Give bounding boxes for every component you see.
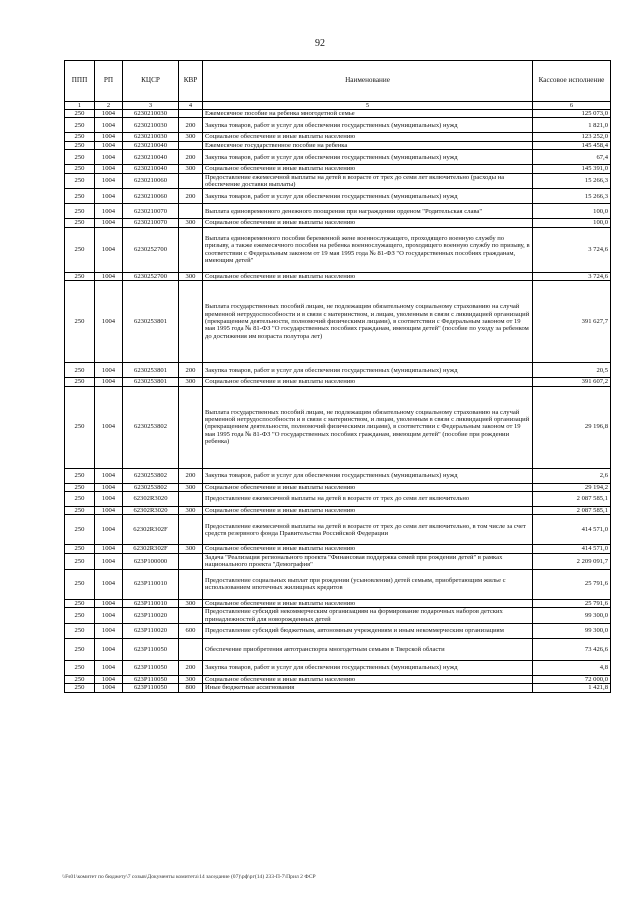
cell-amount: 29 194,2 (533, 483, 611, 491)
cell-kcsr: 62302R3020 (123, 507, 179, 515)
cell-kvr: 300 (179, 133, 203, 141)
cell-amount: 3 724,6 (533, 227, 611, 272)
cell-ppp: 250 (65, 483, 95, 491)
cell-amount: 20,5 (533, 363, 611, 378)
cell-kvr: 200 (179, 468, 203, 483)
cell-amount: 391 627,7 (533, 281, 611, 363)
cell-rp: 1004 (95, 483, 123, 491)
table-row (65, 133, 611, 141)
cell-kcsr: 6230253801 (123, 363, 179, 378)
table-row (65, 569, 611, 599)
cell-name: Социальное обеспечение и иные выплаты населению (203, 483, 533, 491)
table-row (65, 118, 611, 133)
cell-amount: 15 266,3 (533, 173, 611, 189)
cell-kvr (179, 141, 203, 149)
table-row (65, 141, 611, 149)
cell-rp: 1004 (95, 204, 123, 219)
cell-ppp: 250 (65, 515, 95, 545)
budget-execution-table (64, 60, 611, 693)
cell-name: Закупка товаров, работ и услуг для обеспечения государственных (муниципальных) нужд (203, 363, 533, 378)
cell-amount: 3 724,6 (533, 272, 611, 280)
cell-rp: 1004 (95, 189, 123, 204)
cell-kvr: 300 (179, 599, 203, 607)
cell-kvr: 300 (179, 545, 203, 553)
cell-rp: 1004 (95, 468, 123, 483)
cell-ppp: 250 (65, 110, 95, 118)
cell-ppp: 250 (65, 272, 95, 280)
cell-kcsr: 623P110010 (123, 599, 179, 607)
cell-kvr: 300 (179, 507, 203, 515)
cell-amount: 1 421,8 (533, 684, 611, 692)
cell-kcsr: 6230210060 (123, 173, 179, 189)
table-row (65, 189, 611, 204)
cell-ppp: 250 (65, 608, 95, 624)
cell-ppp: 250 (65, 173, 95, 189)
cell-kvr (179, 173, 203, 189)
header-ppp: ППП (65, 61, 95, 102)
cell-ppp: 250 (65, 219, 95, 227)
cell-kcsr: 623P110020 (123, 623, 179, 638)
cell-name: Социальное обеспечение и иные выплаты населению (203, 133, 533, 141)
table-row (65, 227, 611, 272)
cell-kcsr: 6230210040 (123, 165, 179, 173)
table-row (65, 165, 611, 173)
cell-ppp: 250 (65, 363, 95, 378)
header-kvr: КВР (179, 61, 203, 102)
cell-kvr (179, 608, 203, 624)
cell-name: Выплата государственных пособий лицам, не подлежащим обязательному социальному страхованию на случай временной нетрудоспособности и в связи с материнством, и лицам, уволенным в связи с ликвидацией организаций (прекращением деятельности, полномочий физическими лицами), в соответствии с Федеральным законом от 19 мая 1995 года № 81-ФЗ "О государственных пособиях гражданам, имеющим детей" (пособие при рождении ребенка) (203, 386, 533, 468)
cell-name: Социальное обеспечение и иные выплаты населению (203, 675, 533, 683)
cell-amount: 145 458,4 (533, 141, 611, 149)
cell-kvr: 200 (179, 363, 203, 378)
cell-ppp: 250 (65, 133, 95, 141)
table-row (65, 515, 611, 545)
cell-amount: 99 300,0 (533, 608, 611, 624)
table-body (65, 110, 611, 693)
cell-amount: 4,8 (533, 660, 611, 675)
cell-amount: 2 209 091,7 (533, 553, 611, 569)
cell-rp: 1004 (95, 515, 123, 545)
table-header-row (65, 61, 611, 102)
cell-amount: 15 266,3 (533, 189, 611, 204)
cell-name: Предоставление социальных выплат при рождении (усыновлении) детей семьям, приобретающим жилье с использованием ипотечных жилищных кредитов (203, 569, 533, 599)
cell-rp: 1004 (95, 492, 123, 507)
cell-kvr: 300 (179, 219, 203, 227)
cell-kvr: 200 (179, 660, 203, 675)
cell-kcsr: 6230210070 (123, 219, 179, 227)
column-number-row (65, 102, 611, 110)
cell-ppp: 250 (65, 684, 95, 692)
cell-rp: 1004 (95, 378, 123, 386)
table-row (65, 150, 611, 165)
cell-kcsr: 6230210060 (123, 189, 179, 204)
cell-kcsr: 6230253801 (123, 378, 179, 386)
cell-kvr: 200 (179, 189, 203, 204)
cell-kvr: 200 (179, 118, 203, 133)
cell-rp: 1004 (95, 227, 123, 272)
cell-rp: 1004 (95, 219, 123, 227)
cell-name: Предоставление ежемесячной выплаты на детей в возрасте от трех до семи лет включительно, в том числе за счет средств резервного фонда Правительства Российской Федерации (203, 515, 533, 545)
cell-kvr (179, 110, 203, 118)
header-kcsr: КЦСР (123, 61, 179, 102)
table-row (65, 363, 611, 378)
cell-ppp: 250 (65, 660, 95, 675)
table-row (65, 483, 611, 491)
cell-name: Социальное обеспечение и иные выплаты населению (203, 545, 533, 553)
cell-name: Закупка товаров, работ и услуг для обеспечения государственных (муниципальных) нужд (203, 189, 533, 204)
cell-amount: 72 000,0 (533, 675, 611, 683)
cell-kcsr: 6230210030 (123, 110, 179, 118)
cell-rp: 1004 (95, 507, 123, 515)
cell-kcsr: 6230253802 (123, 483, 179, 491)
cell-kvr: 300 (179, 483, 203, 491)
cell-rp: 1004 (95, 623, 123, 638)
cell-kvr: 300 (179, 165, 203, 173)
cell-name: Ежемесячное пособие на ребенка многодетной семье (203, 110, 533, 118)
cell-rp: 1004 (95, 675, 123, 683)
cell-ppp: 250 (65, 165, 95, 173)
cell-rp: 1004 (95, 150, 123, 165)
cell-name: Закупка товаров, работ и услуг для обеспечения государственных (муниципальных) нужд (203, 468, 533, 483)
cell-kvr (179, 553, 203, 569)
cell-name: Задача "Реализация регионального проекта "Финансовая поддержка семей при рождении детей" в рамках национального проекта "Демография" (203, 553, 533, 569)
cell-ppp: 250 (65, 623, 95, 638)
cell-amount: 125 073,0 (533, 110, 611, 118)
cell-kvr (179, 204, 203, 219)
column-number: 3 (123, 102, 179, 110)
cell-ppp: 250 (65, 553, 95, 569)
cell-rp: 1004 (95, 684, 123, 692)
cell-kvr: 300 (179, 675, 203, 683)
cell-amount: 25 791,6 (533, 569, 611, 599)
cell-amount: 2 087 585,1 (533, 492, 611, 507)
cell-kcsr: 6230252700 (123, 227, 179, 272)
table-row (65, 623, 611, 638)
cell-amount: 100,0 (533, 204, 611, 219)
cell-rp: 1004 (95, 165, 123, 173)
table-row (65, 492, 611, 507)
cell-kvr (179, 492, 203, 507)
cell-name: Предоставление субсидий бюджетным, автономным учреждениям и иным некоммерческим организациям (203, 623, 533, 638)
cell-name: Закупка товаров, работ и услуг для обеспечения государственных (муниципальных) нужд (203, 660, 533, 675)
cell-ppp: 250 (65, 492, 95, 507)
footer-file-path: \\Fs01\комитет по бюджету\7 созыв\Документы комитета\14 заседание (07)\рф\рг(14) 233-П-7\Прил 2 ФСР (62, 874, 316, 880)
table-row (65, 110, 611, 118)
cell-kcsr: 6230210040 (123, 150, 179, 165)
cell-ppp: 250 (65, 227, 95, 272)
cell-name: Иные бюджетные ассигнования (203, 684, 533, 692)
table-row (65, 468, 611, 483)
table-row (65, 272, 611, 280)
table-row (65, 281, 611, 363)
table-row (65, 684, 611, 692)
cell-name: Социальное обеспечение и иные выплаты населению (203, 507, 533, 515)
cell-amount: 414 571,0 (533, 545, 611, 553)
cell-ppp: 250 (65, 189, 95, 204)
cell-kcsr: 623P110050 (123, 675, 179, 683)
cell-kcsr: 6230252700 (123, 272, 179, 280)
table-row (65, 378, 611, 386)
cell-rp: 1004 (95, 118, 123, 133)
header-name: Наименование (203, 61, 533, 102)
cell-kvr (179, 227, 203, 272)
cell-name: Выплата единовременного пособия беременной жене военнослужащего, проходящего военную службу по призыву, а также ежемесячного пособия на ребенка военнослужащего, проходящего военную службу по призыву, в соответствии с Федеральным законом от 19 мая 1995 года № 81-ФЗ "О государственных пособиях гражданам, имеющим детей" (203, 227, 533, 272)
cell-kcsr: 6230210030 (123, 118, 179, 133)
cell-kcsr: 62302R302F (123, 515, 179, 545)
cell-name: Социальное обеспечение и иные выплаты населению (203, 599, 533, 607)
cell-name: Обеспечение приобретения автотранспорта многодетным семьям в Тверской области (203, 638, 533, 660)
cell-rp: 1004 (95, 608, 123, 624)
cell-amount: 100,0 (533, 219, 611, 227)
cell-kcsr: 62302R3020 (123, 492, 179, 507)
cell-kvr: 800 (179, 684, 203, 692)
cell-ppp: 250 (65, 378, 95, 386)
cell-kcsr: 623P110050 (123, 638, 179, 660)
cell-ppp: 250 (65, 675, 95, 683)
table-row (65, 507, 611, 515)
column-number: 4 (179, 102, 203, 110)
cell-kcsr: 623P110010 (123, 569, 179, 599)
cell-rp: 1004 (95, 141, 123, 149)
table-row (65, 675, 611, 683)
cell-rp: 1004 (95, 272, 123, 280)
cell-ppp: 250 (65, 599, 95, 607)
cell-amount: 145 391,0 (533, 165, 611, 173)
cell-kvr: 300 (179, 378, 203, 386)
cell-rp: 1004 (95, 363, 123, 378)
cell-ppp: 250 (65, 281, 95, 363)
cell-name: Предоставление субсидий некоммерческим организациям на формирование подарочных наборов детских принадлежностей для новорожденных детей (203, 608, 533, 624)
cell-kvr: 200 (179, 150, 203, 165)
cell-kvr (179, 515, 203, 545)
cell-amount: 123 252,0 (533, 133, 611, 141)
column-number: 5 (203, 102, 533, 110)
column-number: 2 (95, 102, 123, 110)
cell-amount: 73 426,6 (533, 638, 611, 660)
cell-rp: 1004 (95, 569, 123, 599)
cell-rp: 1004 (95, 110, 123, 118)
cell-kcsr: 6230210030 (123, 133, 179, 141)
cell-kcsr: 623P110050 (123, 684, 179, 692)
cell-rp: 1004 (95, 599, 123, 607)
cell-kcsr: 6230210040 (123, 141, 179, 149)
cell-rp: 1004 (95, 173, 123, 189)
cell-kvr: 300 (179, 272, 203, 280)
table-row (65, 219, 611, 227)
cell-ppp: 250 (65, 141, 95, 149)
cell-kcsr: 6230253801 (123, 281, 179, 363)
table-row (65, 204, 611, 219)
cell-name: Социальное обеспечение и иные выплаты населению (203, 272, 533, 280)
cell-kcsr: 6230253802 (123, 386, 179, 468)
cell-name: Закупка товаров, работ и услуг для обеспечения государственных (муниципальных) нужд (203, 150, 533, 165)
cell-ppp: 250 (65, 204, 95, 219)
cell-rp: 1004 (95, 133, 123, 141)
table-row (65, 608, 611, 624)
cell-kvr (179, 386, 203, 468)
cell-amount: 2 087 585,1 (533, 507, 611, 515)
cell-kcsr: 623P110050 (123, 660, 179, 675)
cell-name: Социальное обеспечение и иные выплаты населению (203, 378, 533, 386)
cell-kcsr: 623P110020 (123, 608, 179, 624)
header-amount: Кассовое исполнение (533, 61, 611, 102)
cell-ppp: 250 (65, 150, 95, 165)
cell-amount: 414 571,0 (533, 515, 611, 545)
cell-rp: 1004 (95, 660, 123, 675)
cell-amount: 391 607,2 (533, 378, 611, 386)
table-row (65, 638, 611, 660)
cell-amount: 29 196,8 (533, 386, 611, 468)
cell-name: Выплата единовременного денежного поощрения при награждении орденом "Родительская слава" (203, 204, 533, 219)
header-rp: РП (95, 61, 123, 102)
table-row (65, 660, 611, 675)
cell-name: Ежемесячное государственное пособие на ребенка (203, 141, 533, 149)
column-number: 1 (65, 102, 95, 110)
table-row (65, 545, 611, 553)
cell-rp: 1004 (95, 553, 123, 569)
cell-kvr: 600 (179, 623, 203, 638)
cell-rp: 1004 (95, 545, 123, 553)
cell-amount: 67,4 (533, 150, 611, 165)
cell-name: Закупка товаров, работ и услуг для обеспечения государственных (муниципальных) нужд (203, 118, 533, 133)
cell-rp: 1004 (95, 281, 123, 363)
cell-kvr (179, 638, 203, 660)
cell-kcsr: 62302R302F (123, 545, 179, 553)
table-row (65, 173, 611, 189)
cell-ppp: 250 (65, 118, 95, 133)
cell-kcsr: 6230253802 (123, 468, 179, 483)
cell-amount: 25 791,6 (533, 599, 611, 607)
cell-kcsr: 6230210070 (123, 204, 179, 219)
cell-rp: 1004 (95, 638, 123, 660)
cell-ppp: 250 (65, 468, 95, 483)
cell-amount: 2,6 (533, 468, 611, 483)
cell-name: Социальное обеспечение и иные выплаты населению (203, 219, 533, 227)
cell-name: Предоставление ежемесячной выплаты на детей в возрасте от трех до семи лет включительно (203, 492, 533, 507)
cell-ppp: 250 (65, 545, 95, 553)
cell-kvr (179, 569, 203, 599)
cell-ppp: 250 (65, 386, 95, 468)
cell-amount: 1 821,0 (533, 118, 611, 133)
column-number: 6 (533, 102, 611, 110)
cell-ppp: 250 (65, 507, 95, 515)
cell-kvr (179, 281, 203, 363)
cell-name: Выплата государственных пособий лицам, не подлежащим обязательному социальному страхованию на случай временной нетрудоспособности и в связи с материнством, и лицам, уволенным в связи с ликвидацией организаций (прекращением деятельности, полномочий физическими лицами), в соответствии с Федеральным законом от 19 мая 1995 года № 81-ФЗ "О государственных пособиях гражданам, имеющим детей" (пособие по уходу за ребенком до достижения им возраста полутора лет) (203, 281, 533, 363)
cell-rp: 1004 (95, 386, 123, 468)
table-row (65, 553, 611, 569)
cell-amount: 99 300,0 (533, 623, 611, 638)
page-number: 92 (315, 38, 325, 49)
cell-ppp: 250 (65, 638, 95, 660)
cell-kcsr: 623P100000 (123, 553, 179, 569)
table-row (65, 599, 611, 607)
table-row (65, 386, 611, 468)
cell-ppp: 250 (65, 569, 95, 599)
cell-name: Социальное обеспечение и иные выплаты населению (203, 165, 533, 173)
cell-name: Предоставление ежемесячной выплаты на детей в возрасте от трех до семи лет включительно (расходы на обеспечение доставки выплаты) (203, 173, 533, 189)
